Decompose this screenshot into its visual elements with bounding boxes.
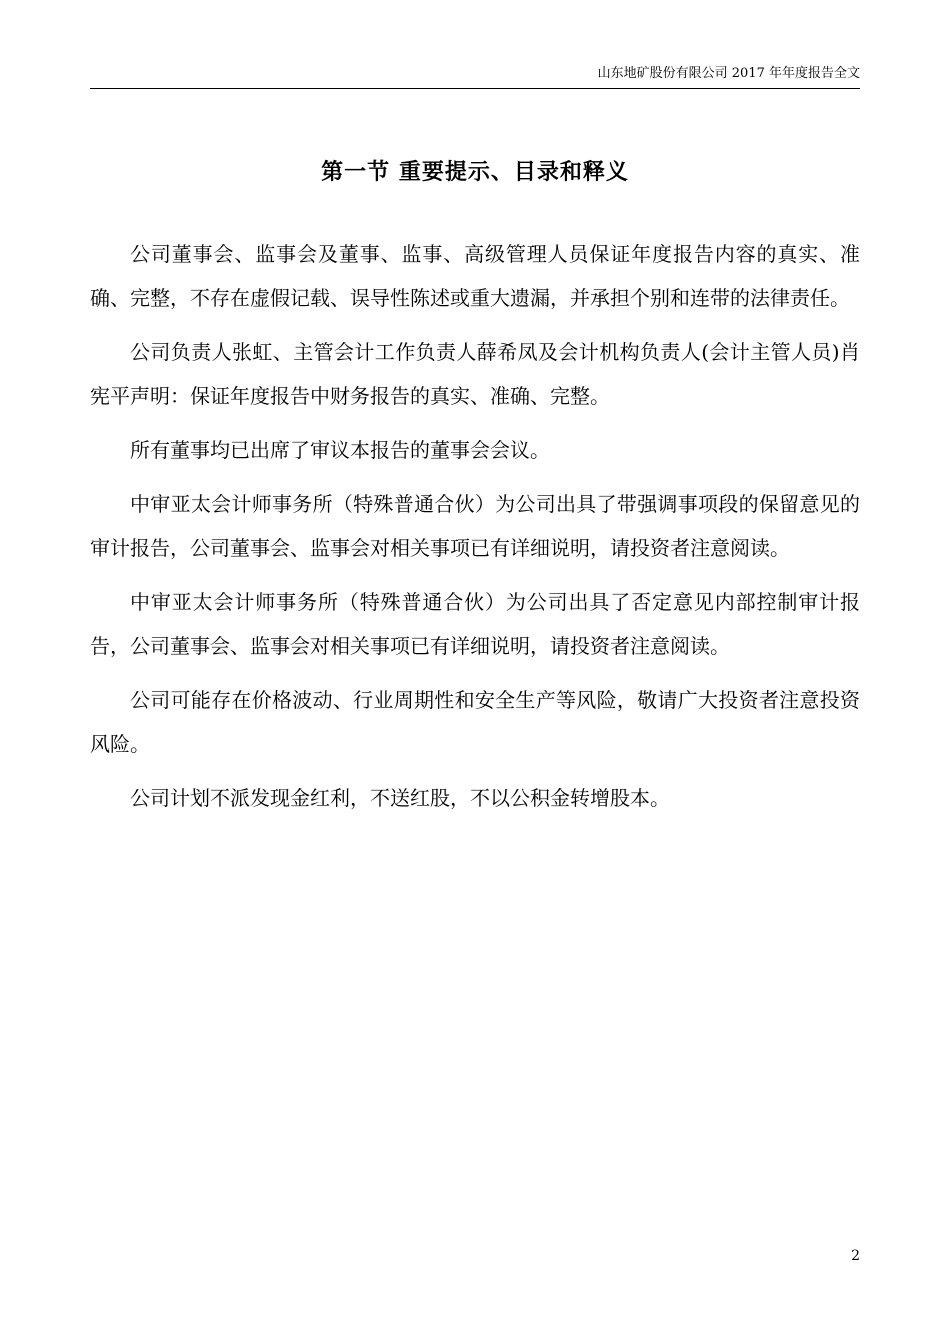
document-body: [90, 232, 860, 830]
paragraph-directors-attendance: 所有董事均已出席了审议本报告的董事会会议。: [130, 438, 550, 462]
paragraph-board-guarantee: 公司董事会、监事会及董事、监事、高级管理人员保证年度报告内容的真实、准确、完整，不存在虚假记载、误导性陈述或重大遗漏，并承担个别和连带的法律责任。: [90, 242, 860, 310]
paragraph-qualified-audit-opinion: 中审亚太会计师事务所（特殊普通合伙）为公司出具了带强调事项段的保留意见的审计报告，公司董事会、监事会对相关事项已有详细说明，请投资者注意阅读。: [90, 492, 860, 560]
paragraph-responsible-persons: 公司负责人张虹、主管会计工作负责人薛希凤及会计机构负责人(会计主管人员)肖宪平声明：保证年度报告中财务报告的真实、准确、完整。: [90, 340, 860, 408]
page-header: [90, 64, 860, 89]
page-number: 2: [851, 1248, 860, 1264]
paragraph-dividend-plan: 公司计划不派发现金红利，不送红股，不以公积金转增股本。: [130, 786, 670, 810]
paragraph-risk-notice: 公司可能存在价格波动、行业周期性和安全生产等风险，敬请广大投资者注意投资风险。: [90, 688, 860, 756]
paragraph-internal-control-opinion: 中审亚太会计师事务所（特殊普通合伙）为公司出具了否定意见内部控制审计报告，公司董事会、监事会对相关事项已有详细说明，请投资者注意阅读。: [90, 590, 860, 658]
header-text: 山东地矿股份有限公司 2017 年年度报告全文: [597, 66, 860, 81]
section-title: 第一节 重要提示、目录和释义: [321, 159, 629, 185]
